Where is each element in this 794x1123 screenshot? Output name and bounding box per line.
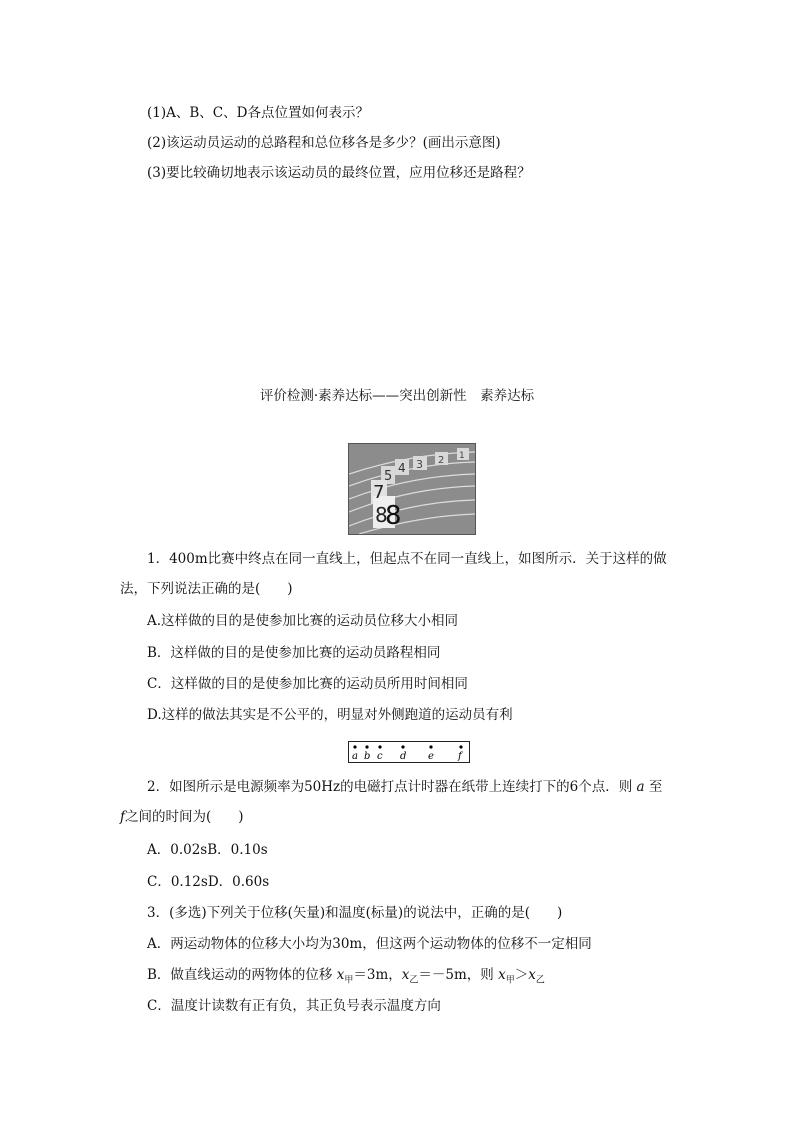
tape-label-d: d: [400, 751, 407, 762]
subscript-yi: 乙: [535, 975, 545, 986]
tape-dot-e: [429, 745, 432, 748]
tape-label-b: b: [364, 751, 371, 762]
q2-stem-line-2: [120, 807, 244, 827]
tape-dot-d: [401, 745, 404, 748]
subscript-jia: 甲: [344, 975, 354, 986]
q3-option-c: C．温度计读数有正有负，其正负号表示温度方向: [147, 998, 441, 1014]
x-symbol: x: [336, 967, 345, 983]
lane-number: 8: [375, 503, 388, 527]
x-symbol: x: [401, 967, 410, 983]
q1-option-d: D.这样的做法其实是不公平的，明显对外侧跑道的运动员有利: [147, 707, 513, 723]
q2-stem-to: 至: [648, 779, 663, 795]
tape-dot-b: [365, 745, 368, 748]
question-part-3: (3)要比较确切地表示该运动员的最终位置，应用位移还是路程？: [147, 165, 531, 181]
subscript-yi: 乙: [409, 975, 419, 986]
track-illustration: [349, 444, 475, 534]
greater-than: ＞: [514, 967, 529, 983]
tape-dot-c: [378, 745, 381, 748]
q2-stem-line-1: [147, 777, 662, 797]
q3-option-b-value-1: ＝3m，: [353, 967, 402, 983]
question-part-2: (2)该运动员运动的总路程和总位移各是多少？(画出示意图): [147, 135, 501, 151]
q1-option-c: C．这样做的目的是使参加比赛的运动员所用时间相同: [147, 676, 468, 692]
q2-stem-end: 之间的时间为( ): [125, 809, 244, 825]
x-symbol: x: [528, 967, 536, 983]
lane-number: 8: [385, 501, 402, 531]
lane-number: 1: [459, 451, 465, 461]
lane-number: 4: [398, 461, 406, 475]
x-symbol: x: [498, 967, 506, 983]
lane-number: 5: [384, 469, 393, 484]
q2-stem-text: 2．如图所示是电源频率为50Hz的电磁打点计时器在纸带上连续打下的6个点．则: [147, 779, 633, 795]
q2-options-cd: C．0.12sD．0.60s: [147, 874, 270, 890]
q1-stem-line-1: 1．400m比赛中终点在同一直线上，但起点不在同一直线上，如图所示．关于这样的做: [147, 551, 667, 567]
tape-label-a: a: [352, 751, 358, 762]
tape-label-f: f: [458, 751, 462, 762]
q3-option-b-value-2: ＝－5m，则: [418, 967, 494, 983]
tape-dot-f: [459, 745, 462, 748]
q1-option-a: A.这样做的目的是使参加比赛的运动员位移大小相同: [147, 613, 459, 629]
q2-options-ab: A．0.02sB．0.10s: [147, 842, 268, 858]
tape-label-e: e: [428, 751, 434, 762]
paper-tape-figure: [348, 741, 470, 763]
section-heading: 评价检测·素养达标——突出创新性 素养达标: [259, 388, 535, 404]
tape-label-c: c: [377, 751, 383, 762]
q3-option-a: A．两运动物体的位移大小均为30m，但这两个运动物体的位移不一定相同: [147, 936, 592, 952]
q3-option-b: [147, 965, 545, 991]
lane-number: 2: [438, 455, 445, 466]
running-track-photo: [348, 443, 476, 535]
q1-option-b: B．这样做的目的是使参加比赛的运动员路程相同: [147, 645, 441, 661]
q2-var-a: a: [636, 779, 645, 795]
q1-stem-line-2: 法，下列说法正确的是( ): [120, 581, 293, 597]
lane-number: 3: [416, 458, 423, 471]
question-part-1: (1)A、B、C、D各点位置如何表示？: [147, 105, 369, 121]
tape-points: [349, 742, 469, 762]
subscript-jia: 甲: [505, 975, 515, 986]
q2-var-f: f: [120, 809, 125, 825]
lane-number: 7: [373, 482, 385, 503]
tape-dot-a: [353, 745, 356, 748]
q3-option-b-text: B．做直线运动的两物体的位移: [147, 967, 333, 983]
q3-stem: 3．(多选)下列关于位移(矢量)和温度(标量)的说法中，正确的是( ): [147, 905, 563, 921]
